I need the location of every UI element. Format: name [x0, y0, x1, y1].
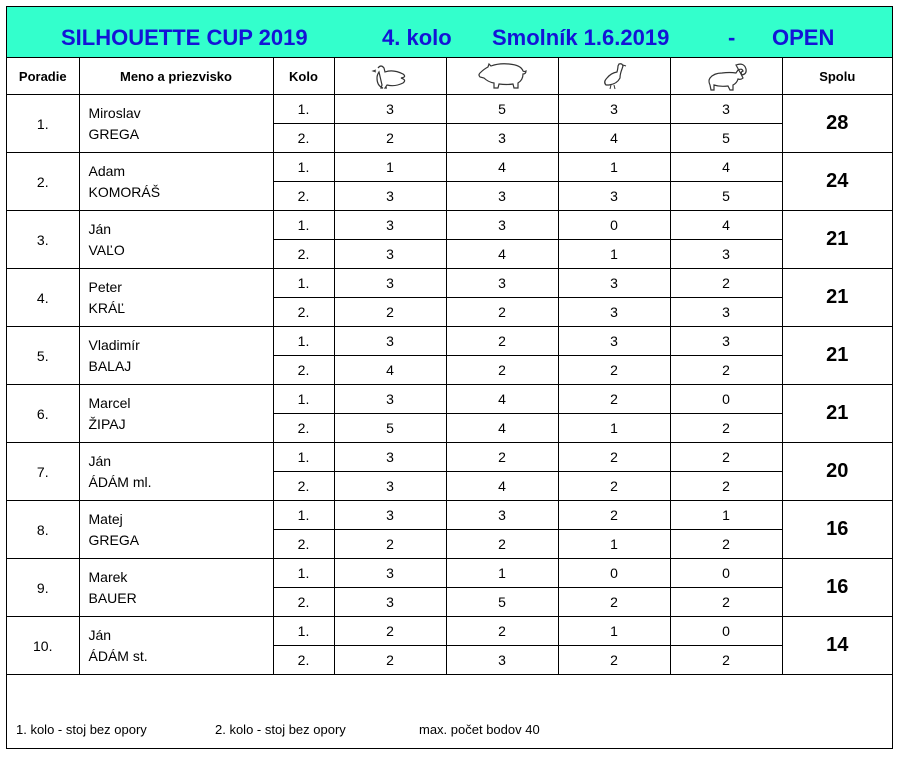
score-cell: 2 [446, 298, 558, 327]
score-cell: 3 [334, 182, 446, 211]
last-name: ÁDÁM ml. [88, 473, 152, 490]
score-cell: 2 [334, 617, 446, 646]
competitor-name [79, 501, 273, 559]
first-name: Marcel [88, 394, 131, 411]
round-label: 4. kolo [382, 25, 452, 50]
competitor-name [79, 327, 273, 385]
score-cell: 1 [670, 501, 782, 530]
round-cell: 2. [273, 298, 334, 327]
score-cell: 5 [446, 588, 558, 617]
score-cell: 3 [558, 269, 670, 298]
score-cell: 2 [558, 385, 670, 414]
table-row [7, 443, 892, 472]
round-cell: 2. [273, 414, 334, 443]
total-cell: 21 [782, 211, 892, 269]
score-cell: 5 [670, 124, 782, 153]
ram-icon [700, 61, 752, 91]
score-cell: 1 [334, 153, 446, 182]
place-cell: 3. [7, 211, 79, 269]
round-cell: 1. [273, 617, 334, 646]
first-name: Peter [88, 278, 122, 295]
score-cell: 4 [446, 414, 558, 443]
score-cell: 3 [334, 501, 446, 530]
round-cell: 2. [273, 124, 334, 153]
place-cell: 2. [7, 153, 79, 211]
chicken-icon [370, 62, 410, 90]
score-cell: 5 [446, 95, 558, 124]
header-row [7, 58, 892, 95]
table-row [7, 501, 892, 530]
last-name: ÁDÁM st. [88, 647, 148, 664]
competitor-name [79, 95, 273, 153]
last-name: GREGA [88, 125, 140, 142]
col-place-header: Poradie [7, 58, 79, 95]
round-cell: 1. [273, 269, 334, 298]
col-round-header: Kolo [273, 58, 334, 95]
score-cell: 4 [334, 356, 446, 385]
last-name: ŽIPAJ [88, 415, 126, 432]
pig-icon [476, 62, 528, 90]
score-cell: 3 [558, 182, 670, 211]
score-cell: 5 [334, 414, 446, 443]
score-cell: 1 [558, 414, 670, 443]
place-cell: 10. [7, 617, 79, 675]
score-cell: 2 [670, 530, 782, 559]
place-cell: 5. [7, 327, 79, 385]
score-cell: 1 [446, 559, 558, 588]
footer-note-round1: 1. kolo - stoj bez opory [16, 722, 147, 737]
score-cell: 1 [558, 240, 670, 269]
score-cell: 2 [446, 327, 558, 356]
score-cell: 3 [446, 646, 558, 675]
score-cell: 0 [558, 211, 670, 240]
score-cell: 2 [334, 124, 446, 153]
round-cell: 1. [273, 443, 334, 472]
col-pig-header [446, 58, 558, 95]
score-cell: 2 [558, 501, 670, 530]
first-name: Ján [88, 626, 112, 643]
score-cell: 2 [670, 356, 782, 385]
score-cell: 4 [670, 211, 782, 240]
score-cell: 2 [334, 530, 446, 559]
score-cell: 2 [670, 414, 782, 443]
score-cell: 2 [558, 443, 670, 472]
table-row [7, 95, 892, 124]
first-name: Adam [88, 162, 126, 179]
total-cell: 24 [782, 153, 892, 211]
score-cell: 2 [446, 443, 558, 472]
total-cell: 20 [782, 443, 892, 501]
title-dash: - [728, 25, 736, 50]
score-cell: 4 [446, 472, 558, 501]
footer-note-round2: 2. kolo - stoj bez opory [215, 722, 346, 737]
score-cell: 4 [446, 153, 558, 182]
round-cell: 1. [273, 211, 334, 240]
round-cell: 1. [273, 385, 334, 414]
score-cell: 3 [558, 327, 670, 356]
round-cell: 2. [273, 646, 334, 675]
turkey-icon [597, 61, 631, 91]
footer-max-points: max. počet bodov 40 [419, 722, 540, 737]
score-cell: 3 [670, 327, 782, 356]
last-name: KOMORÁŠ [88, 183, 161, 200]
col-name-header: Meno a priezvisko [79, 58, 273, 95]
score-cell: 2 [446, 530, 558, 559]
col-total-header: Spolu [782, 58, 892, 95]
score-cell: 2 [558, 588, 670, 617]
score-cell: 2 [446, 617, 558, 646]
score-cell: 2 [334, 298, 446, 327]
score-cell: 1 [558, 530, 670, 559]
round-cell: 1. [273, 95, 334, 124]
score-cell: 4 [558, 124, 670, 153]
table-row [7, 153, 892, 182]
category-label: OPEN [772, 25, 835, 50]
total-cell: 28 [782, 95, 892, 153]
place-cell: 9. [7, 559, 79, 617]
score-cell: 3 [446, 124, 558, 153]
location-date: Smolník 1.6.2019 [492, 25, 670, 50]
col-ram-header [670, 58, 782, 95]
score-cell: 2 [334, 646, 446, 675]
score-cell: 3 [334, 269, 446, 298]
round-cell: 2. [273, 588, 334, 617]
competitor-name [79, 559, 273, 617]
competitor-name [79, 153, 273, 211]
round-cell: 1. [273, 327, 334, 356]
place-cell: 7. [7, 443, 79, 501]
total-cell: 16 [782, 501, 892, 559]
score-cell: 2 [558, 356, 670, 385]
score-cell: 3 [334, 211, 446, 240]
score-cell: 1 [558, 153, 670, 182]
total-cell: 21 [782, 327, 892, 385]
competitor-name [79, 443, 273, 501]
round-cell: 2. [273, 240, 334, 269]
last-name: GREGA [88, 531, 140, 548]
score-cell: 4 [446, 240, 558, 269]
competition-title: SILHOUETTE CUP 2019 [61, 25, 308, 50]
competitor-name [79, 385, 273, 443]
first-name: Ján [88, 452, 112, 469]
score-cell: 4 [446, 385, 558, 414]
score-cell: 3 [334, 472, 446, 501]
score-cell: 3 [446, 182, 558, 211]
score-cell: 2 [558, 646, 670, 675]
first-name: Matej [88, 510, 123, 527]
score-cell: 3 [558, 95, 670, 124]
score-cell: 2 [670, 443, 782, 472]
round-cell: 1. [273, 153, 334, 182]
score-cell: 2 [446, 356, 558, 385]
place-cell: 4. [7, 269, 79, 327]
round-cell: 1. [273, 559, 334, 588]
total-cell: 21 [782, 385, 892, 443]
score-cell: 2 [670, 472, 782, 501]
score-cell: 2 [670, 269, 782, 298]
col-chicken-header [334, 58, 446, 95]
round-cell: 2. [273, 530, 334, 559]
score-cell: 3 [334, 443, 446, 472]
table-row [7, 385, 892, 414]
score-cell: 2 [670, 646, 782, 675]
score-cell: 3 [446, 269, 558, 298]
total-cell: 14 [782, 617, 892, 675]
round-cell: 2. [273, 472, 334, 501]
score-cell: 5 [670, 182, 782, 211]
total-cell: 21 [782, 269, 892, 327]
score-cell: 2 [558, 472, 670, 501]
score-cell: 3 [670, 95, 782, 124]
title-bar [7, 7, 892, 58]
score-cell: 2 [670, 588, 782, 617]
score-cell: 3 [670, 298, 782, 327]
table-row [7, 327, 892, 356]
col-turkey-header [558, 58, 670, 95]
footer-notes [7, 703, 892, 748]
competitor-name [79, 617, 273, 675]
score-cell: 3 [446, 211, 558, 240]
score-cell: 0 [558, 559, 670, 588]
round-cell: 1. [273, 501, 334, 530]
first-name: Miroslav [88, 104, 141, 121]
score-cell: 3 [334, 588, 446, 617]
table-row [7, 269, 892, 298]
score-cell: 3 [334, 240, 446, 269]
table-row [7, 559, 892, 588]
score-cell: 0 [670, 385, 782, 414]
score-cell: 3 [334, 327, 446, 356]
results-table [7, 58, 892, 675]
round-cell: 2. [273, 182, 334, 211]
score-cell: 3 [670, 240, 782, 269]
round-cell: 2. [273, 356, 334, 385]
last-name: KRÁĽ [88, 299, 126, 316]
score-cell: 3 [446, 501, 558, 530]
competitor-name [79, 269, 273, 327]
score-cell: 0 [670, 559, 782, 588]
first-name: Vladimír [88, 336, 140, 353]
table-row [7, 617, 892, 646]
place-cell: 6. [7, 385, 79, 443]
first-name: Ján [88, 220, 112, 237]
first-name: Marek [88, 568, 128, 585]
table-row [7, 211, 892, 240]
score-cell: 1 [558, 617, 670, 646]
score-cell: 3 [334, 559, 446, 588]
score-cell: 0 [670, 617, 782, 646]
score-cell: 4 [670, 153, 782, 182]
competitor-name [79, 211, 273, 269]
last-name: BAUER [88, 589, 137, 606]
total-cell: 16 [782, 559, 892, 617]
place-cell: 1. [7, 95, 79, 153]
place-cell: 8. [7, 501, 79, 559]
score-cell: 3 [334, 95, 446, 124]
score-cell: 3 [558, 298, 670, 327]
score-cell: 3 [334, 385, 446, 414]
last-name: BALAJ [88, 357, 132, 374]
results-sheet [6, 6, 893, 749]
last-name: VAĽO [88, 241, 125, 258]
